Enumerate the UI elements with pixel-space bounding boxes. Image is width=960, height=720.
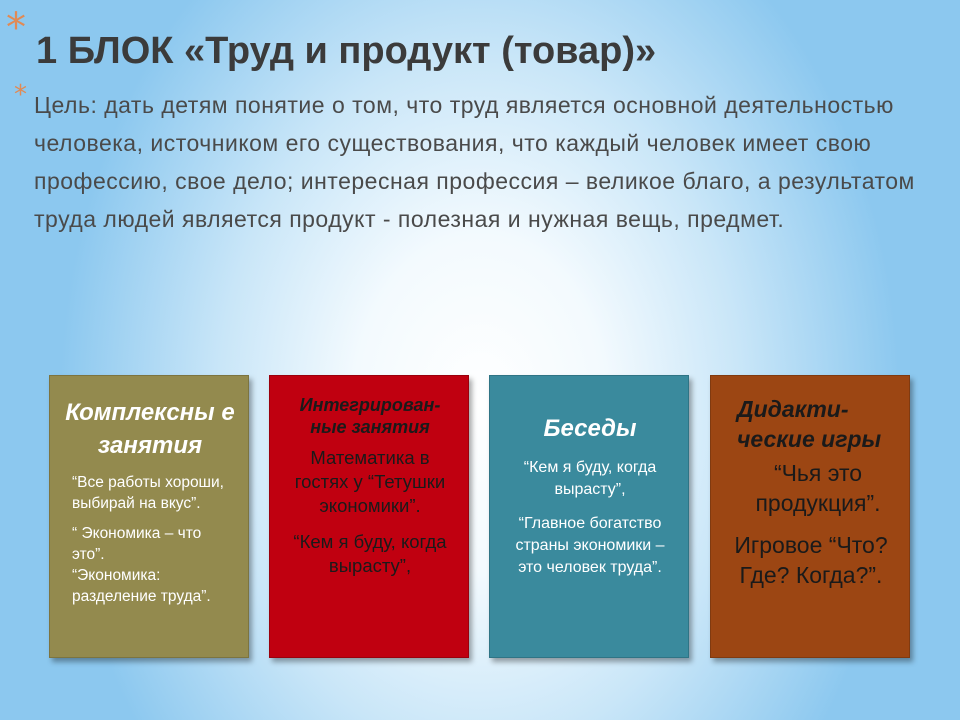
card-line: “Все работы хороши, выбирай на вкус”. (72, 474, 224, 512)
card-line: “Кем я буду, когда вырасту”, (293, 531, 447, 576)
card-line: Математика в гостях у “Тетушки экономики”. (294, 447, 446, 516)
card-integrated-lessons (269, 375, 469, 658)
card-conversations (489, 375, 689, 658)
card-didactic-games (710, 375, 910, 658)
card-line: “Кем я буду, когда вырасту”, (523, 459, 657, 498)
title-asterisk-icon: * (6, 5, 26, 51)
card-title: Интегрирован-ные занятия (299, 395, 441, 437)
card-line: “Главное богатство страны экономики – это человек труда”. (515, 515, 665, 576)
card-line: “ Экономика – что это”. (72, 525, 202, 563)
card-line: Игровое “Что? Где? Когда?”. (734, 532, 888, 588)
slide-title: 1 БЛОК «Труд и продукт (товар)» (36, 30, 657, 72)
card-title: Комплексны е занятия (65, 399, 235, 459)
card-title: Дидакти-ческие игры (737, 396, 882, 452)
goal-text: Цель: дать детям понятие о том, что труд является основной деятельностью человека, источником его существования, что каждый человек имеет свою профессию, свое дело; интересная профессия – великое благо, а результатом труда людей является продукт - полезная и нужная вещь, предмет. (34, 92, 915, 232)
card-title: Беседы (543, 415, 637, 442)
card-line: “Чья это продукция”. (755, 460, 881, 516)
goal-asterisk-icon: * (14, 80, 27, 110)
card-line: “Экономика: разделение труда”. (72, 567, 211, 605)
card-complex-lessons (49, 375, 249, 658)
